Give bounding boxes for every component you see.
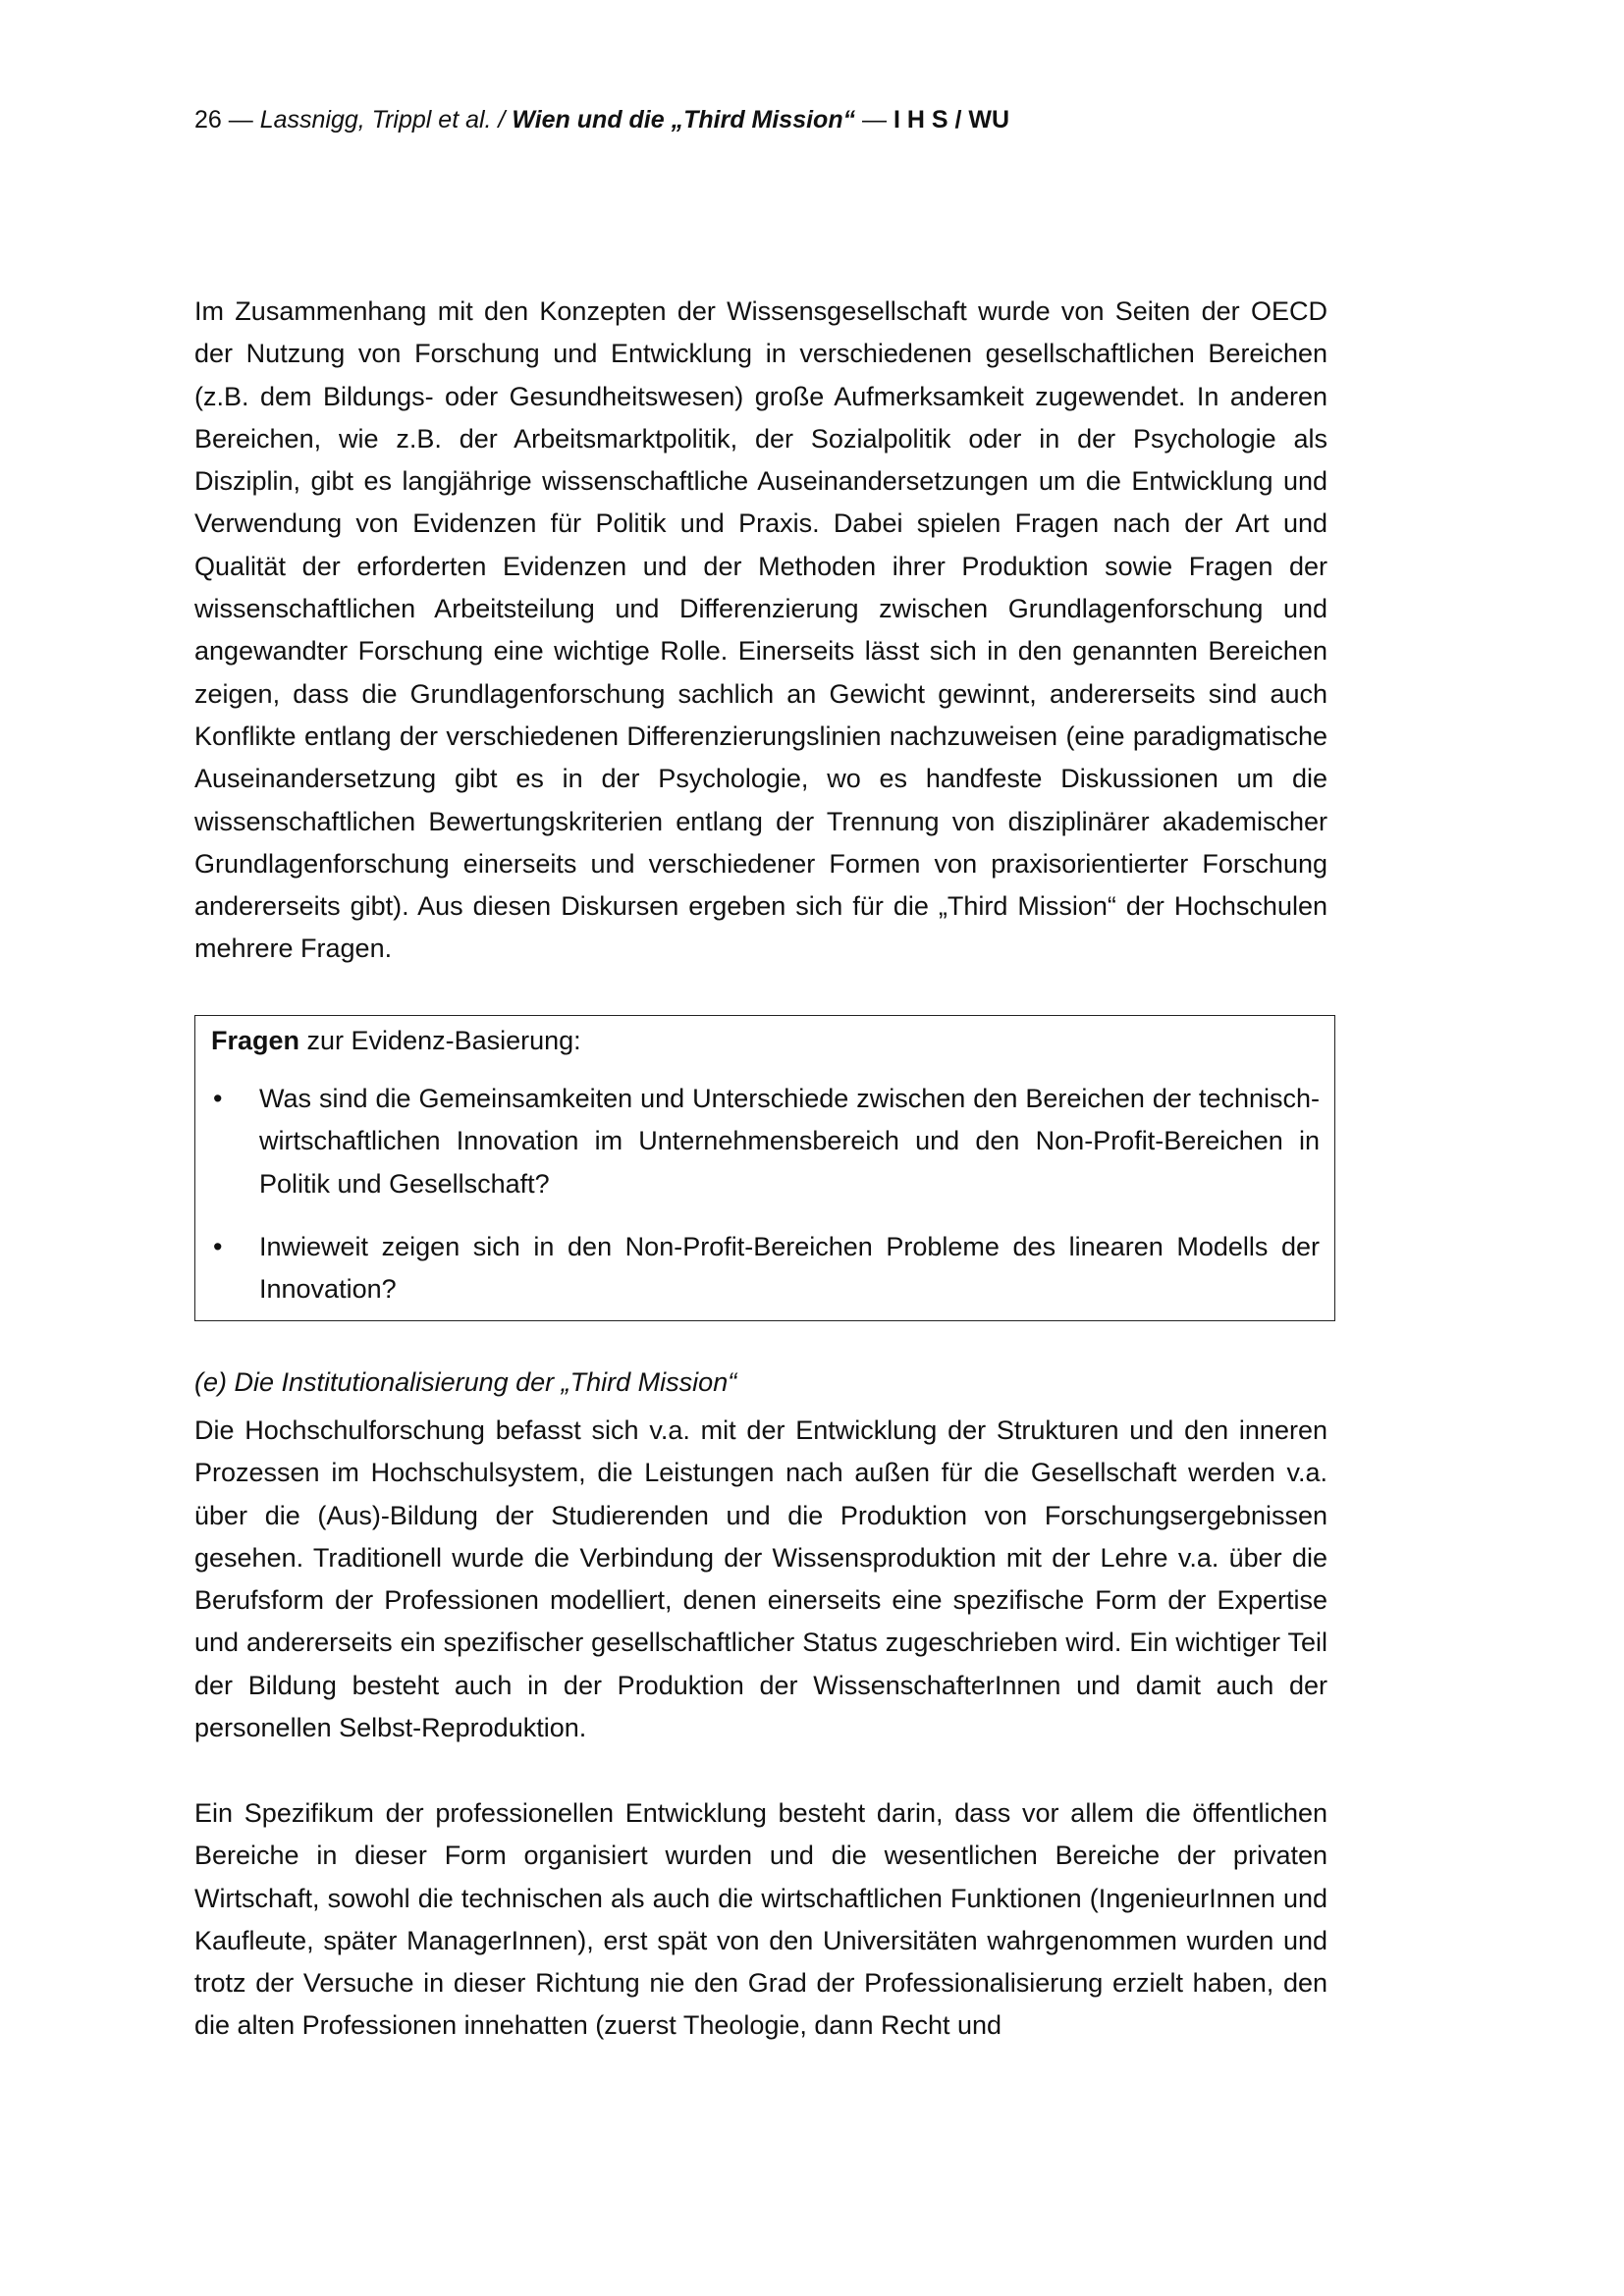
body-paragraph-2: Die Hochschulforschung befasst sich v.a. mit der Entwicklung der Strukturen und den inneren Prozessen im Hochschulsystem, die Leistungen nach außen für die Gesellschaft werden v.a. über die (Aus)-Bildung der Studierenden und die Produktion von Forschungsergebnissen gesehen. Traditionell wurde die Verbindung der Wissensproduktion mit der Lehre v.a. über die Berufsform der Professionen modelliert, denen einerseits eine spezifische Form der Expertise und andererseits ein spezifischer gesellschaftlicher Status zugeschrieben wird. Ein wichtiger Teil der Bildung besteht auch in der Produktion der WissenschafterInnen und damit auch der personellen Selbst-Reproduktion. [194,1415,1327,1743]
bullet-icon: • [213,1232,223,1261]
bullet-text-2: Inwieweit zeigen sich in den Non-Profit-Bereichen Probleme des linearen Modells der Innovation? [259,1232,1320,1305]
header-dash: — [221,106,260,133]
header-title: Wien und die „Third Mission“ [512,106,856,133]
box-heading-rest: zur Evidenz-Basierung: [299,1026,581,1055]
running-header [194,102,1343,137]
box-heading-bold: Fragen [211,1026,300,1055]
bullet-icon: • [213,1084,223,1113]
section-heading: (e) Die Institutionalisierung der „Third Mission“ [194,1367,737,1397]
header-authors: Lassnigg, Trippl et al. / [259,106,513,133]
header-dash: — [855,106,894,133]
bullet-text-1: Was sind die Gemeinsamkeiten und Unterschiede zwischen den Bereichen der technisch-wirtschaftlichen Innovation im Unternehmensbereich und den Non-Profit-Bereichen in Politik und Gesellschaft? [259,1084,1320,1199]
body-paragraph-3: Ein Spezifikum der professionellen Entwicklung besteht darin, dass vor allem die öffentlichen Bereiche in dieser Form organisiert wurden und die wesentlichen Bereiche der privaten Wirtschaft, sowohl die technischen als auch die wirtschaftlichen Funktionen (IngenieurInnen und Kaufleute, später ManagerInnen), erst spät von den Universitäten wahrgenommen wurden und trotz der Versuche in dieser Richtung nie den Grad der Professionalisierung erzielt haben, den die alten Professionen innehatten (zuerst Theologie, dann Recht und [194,1798,1327,2041]
box-heading [211,1016,581,1065]
page-number: 26 [194,106,222,133]
header-institutions: I H S / WU [893,106,1010,133]
body-paragraph-1: Im Zusammenhang mit den Konzepten der Wissensgesellschaft wurde von Seiten der OECD der Nutzung von Forschung und Entwicklung in verschiedenen gesellschaftlichen Bereichen (z.B. dem Bildungs- oder Gesundheitswesen) große Aufmerksamkeit zugewendet. In anderen Bereichen, wie z.B. der Arbeitsmarktpolitik, der Sozialpolitik oder in der Psychologie als Disziplin, gibt es langjährige wissenschaftliche Auseinandersetzungen um die Entwicklung und Verwendung von Evidenzen für Politik und Praxis. Dabei spielen Fragen nach der Art und Qualität der erforderten Evidenzen und der Methoden ihrer Produktion sowie Fragen der wissenschaftlichen Arbeitsteilung und Differenzierung zwischen Grundlagenforschung und angewandter Forschung eine wichtige Rolle. Einerseits lässt sich in den genannten Bereichen zeigen, dass die Grundlagenforschung sachlich an Gewicht gewinnt, andererseits sind auch Konflikte entlang der verschiedenen Differenzierungslinien nachzuweisen (eine paradigmatische Auseinandersetzung gibt es in der Psychologie, wo es handfeste Diskussionen um die wissenschaftlichen Bewertungskriterien entlang der Trennung von disziplinärer akademischer Grundlagenforschung einerseits und verschiedener Formen von praxisorientierter Forschung andererseits gibt). Aus diesen Diskursen ergeben sich für die „Third Mission“ der Hochschulen mehrere Fragen. [194,296,1327,964]
